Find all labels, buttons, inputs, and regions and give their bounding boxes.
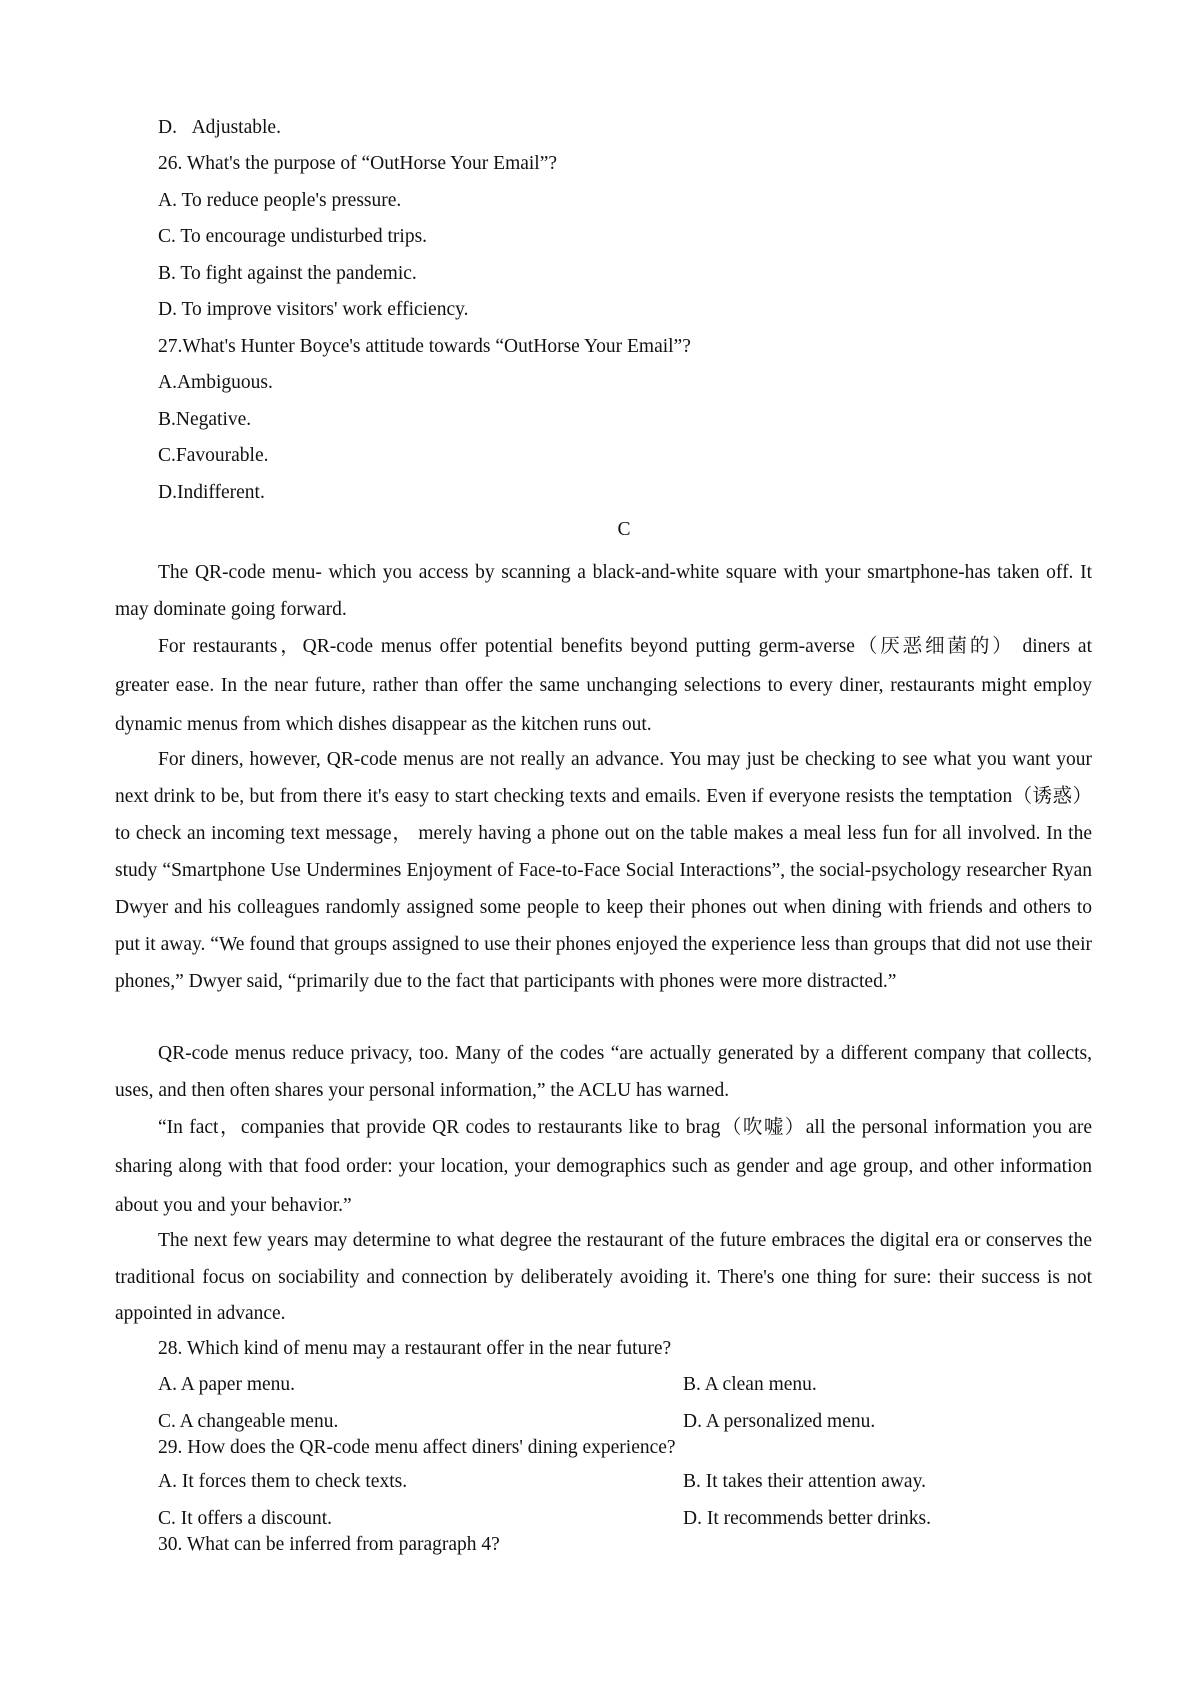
q29-option: C. It offers a discount. [158,1508,333,1529]
q27-question: 27.What's Hunter Boyce's attitude towards “OutHorse Your Email”? [158,336,691,357]
passage-paragraph: QR-code menus reduce privacy, too. Many of the codes “are actually generated by a different company that collects, uses, and then often shares your personal information,” the ACLU has warned. [115,1043,1092,1101]
q28-option: B. A clean menu. [683,1374,817,1395]
section-heading: C [617,519,631,540]
passage-paragraph: For diners, however, QR-code menus are not really an advance. You may just be checking to see what you want your next drink to be, but from there it's easy to start checking texts and emails. Even if everyone resists the temptation（诱惑）to check an incoming text message， merely having a phone out on the table makes a meal less fun for all involved. In the study “Smartphone Use Undermines Enjoyment of Face-to-Face Social Interactions”, the social-psychology researcher Ryan Dwyer and his colleagues randomly assigned some people to keep their phones out when dining with friends and others to put it away. “We found that groups assigned to use their phones enjoyed the experience less than groups that did not use their phones,” Dwyer said, “primarily due to the fact that participants with phones were more distracted.” [115,749,1092,992]
q29-question: 29. How does the QR-code menu affect diners' dining experience? [158,1437,676,1458]
q26-option: D. To improve visitors' work efficiency. [158,299,469,320]
q25-option-d: D. Adjustable. [158,117,281,138]
q28-option: A. A paper menu. [158,1374,296,1395]
q28-option: D. A personalized menu. [683,1411,876,1432]
passage-paragraph: The QR-code menu- which you access by scanning a black-and-white square with your smartphone-has taken off. It may dominate going forward. [115,562,1092,620]
passage-paragraph: The next few years may determine to what degree the restaurant of the future embraces the digital era or conserves the traditional focus on sociability and connection by deliberately avoiding it. There's one thing for sure: their success is not appointed in advance. [115,1230,1092,1324]
q29-option: A. It forces them to check texts. [158,1471,408,1492]
q29-option: D. It recommends better drinks. [683,1508,932,1529]
q30-question: 30. What can be inferred from paragraph 4? [158,1534,500,1555]
q26-option: B. To fight against the pandemic. [158,263,417,284]
q26-question: 26. What's the purpose of “OutHorse Your Email”? [158,153,558,174]
passage-paragraph: “In fact，companies that provide QR codes to restaurants like to brag（吹嘘）all the personal information you are sharing along with that food order: your location, your demographics such as gender and age group, and other information about you and your behavior.” [115,1117,1092,1216]
q27-option: C.Favourable. [158,445,269,466]
q26-option: C. To encourage undisturbed trips. [158,226,428,247]
q28-question: 28. Which kind of menu may a restaurant offer in the near future? [158,1338,672,1359]
q29-option: B. It takes their attention away. [683,1471,926,1492]
q27-option: A.Ambiguous. [158,372,273,393]
q28-option: C. A changeable menu. [158,1411,339,1432]
q27-option: D.Indifferent. [158,482,265,503]
passage-paragraph: For restaurants，QR-code menus offer potential benefits beyond putting germ-averse（厌恶细菌的） diners at greater ease. In the near future, rather than offer the same unchanging selections to every diner, restaurants might employ dynamic menus from which dishes disappear as the kitchen runs out. [115,636,1092,735]
q26-option: A. To reduce people's pressure. [158,190,402,211]
q27-option: B.Negative. [158,409,252,430]
